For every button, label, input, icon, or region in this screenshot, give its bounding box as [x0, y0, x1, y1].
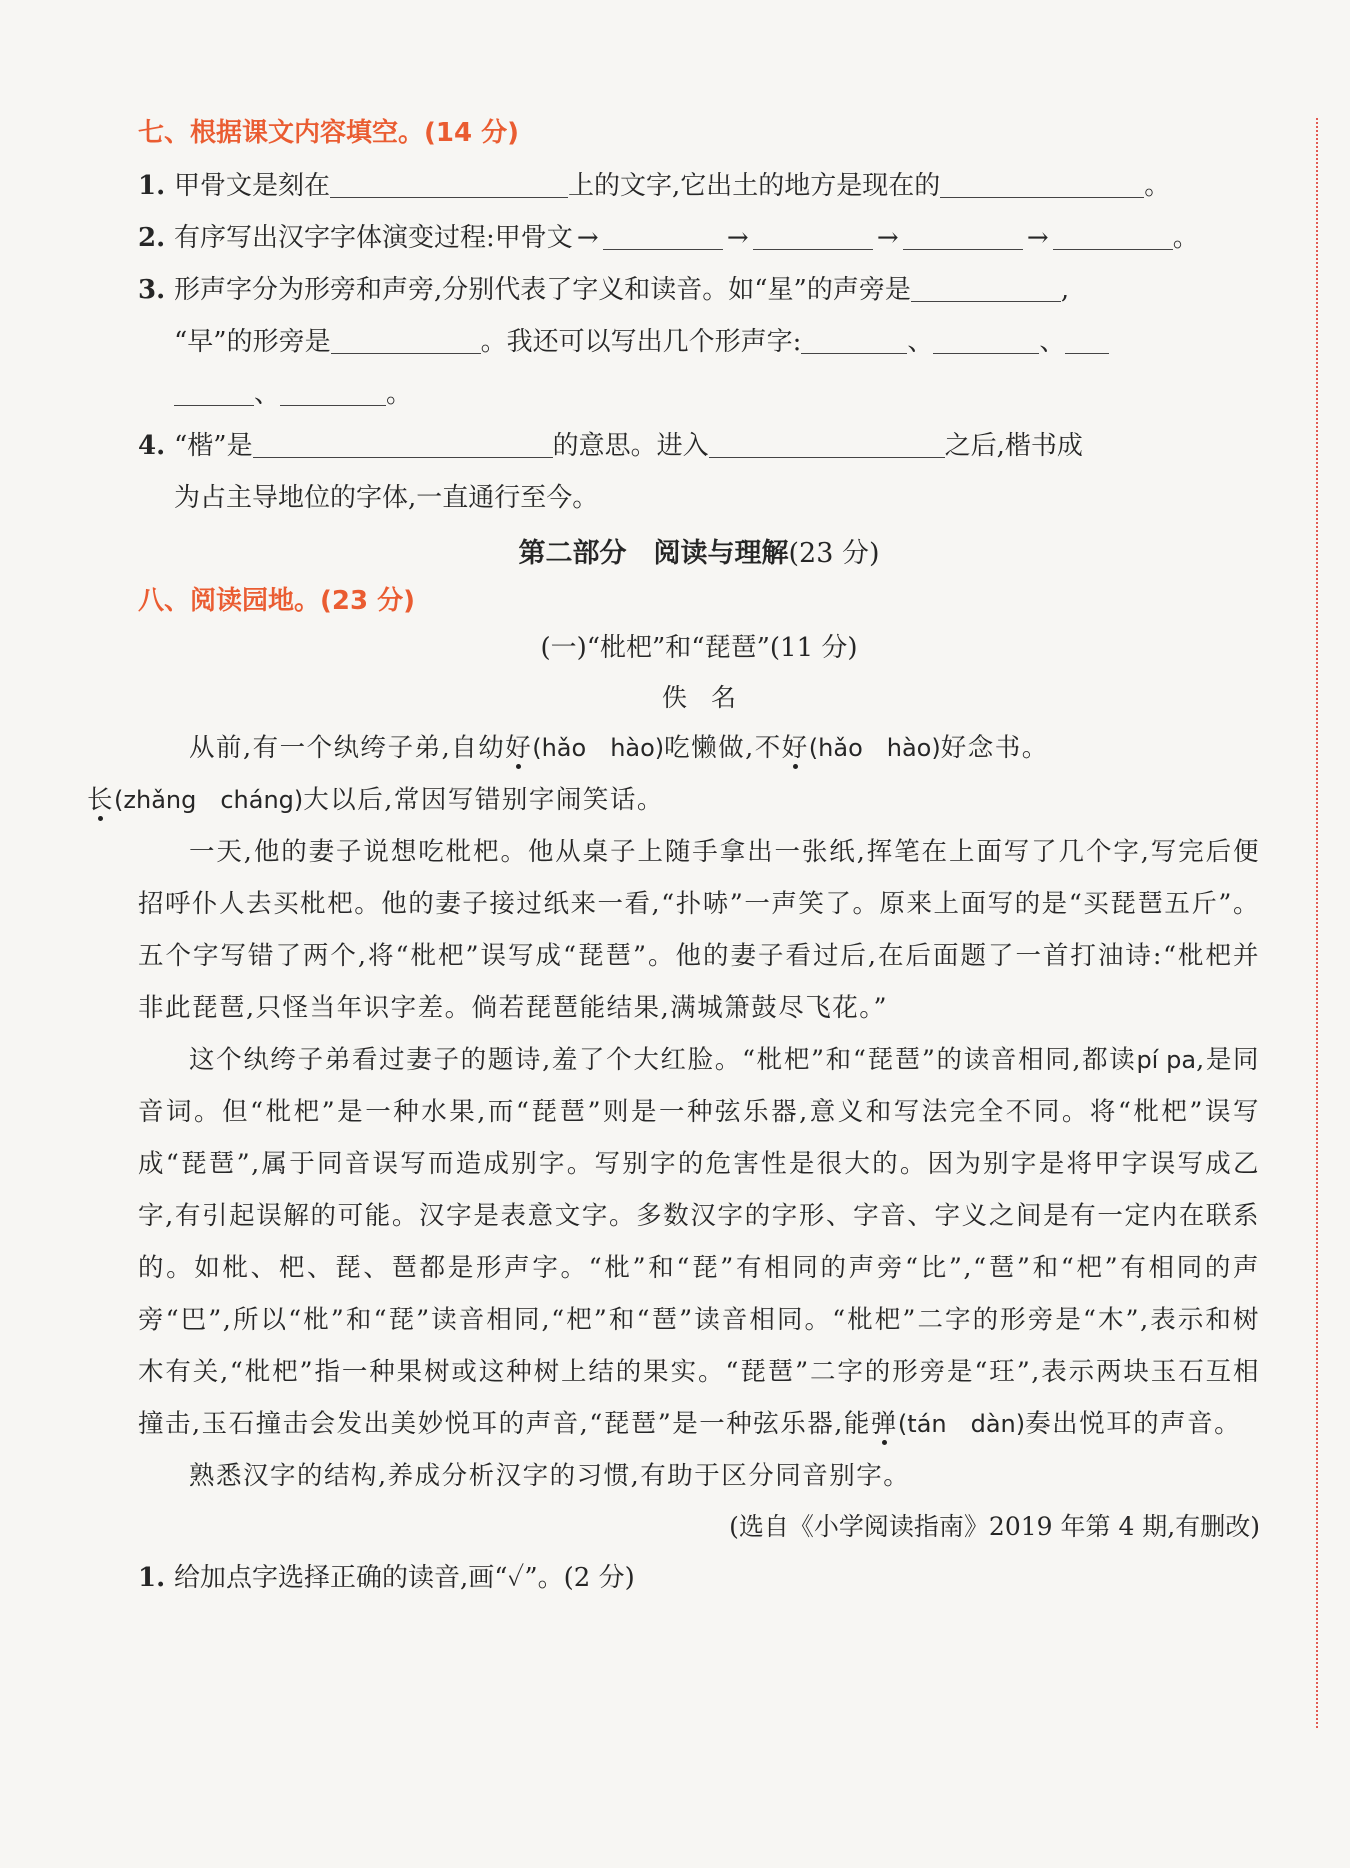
passage-paragraph-3 [138, 1034, 1260, 1450]
s7-question-1 [138, 160, 1260, 212]
s7-question-3 [138, 264, 1260, 316]
answer-blank[interactable] [1053, 219, 1173, 250]
q-sep: 、 [907, 327, 934, 357]
q-number: 3. [138, 275, 166, 305]
q-sep: 、 [254, 379, 281, 409]
passage-paragraph-1 [87, 722, 1260, 826]
answer-blank[interactable] [801, 323, 907, 354]
answer-blank[interactable] [603, 219, 723, 250]
q-text: , [1060, 275, 1070, 305]
pinyin-options: (hǎo hào) [808, 734, 941, 762]
pinyin-options: (tán dàn) [897, 1410, 1026, 1438]
passage-author: 佚名 [661, 683, 760, 712]
text-run: 从前,有一个纨绔子弟,自幼 [189, 733, 506, 763]
q-text: 。 [1144, 171, 1171, 201]
answer-blank[interactable] [903, 219, 1023, 250]
q-text: 有序写出汉字字体演变过程:甲骨文 [174, 223, 573, 253]
passage-score: (11 分) [769, 633, 858, 663]
s7-question-4-cont [138, 472, 1260, 524]
answer-blank[interactable] [331, 323, 481, 354]
text-run: 大以后,常因写错别字闹笑话。 [303, 785, 664, 815]
text-run: ,是同音词。但“枇杷”是一种水果,而“琵琶”则是一种弦乐器,意义和写法完全不同。将“枇杷”误写成“琵琶”,属于同音误写而造成别字。写别字的危害性是很大的。因为别字是将甲字误写成乙字,有引起误解的可能。汉字是表意文字。多数汉字的字形、字音、字义之间是有一定内在联系的。如枇、杷、琵、琶都是形声字。“枇”和“琵”有相同的声旁“比”,“琶”和“杷”有相同的声旁“巴”,所以“枇”和“琵”读音相同,“杷”和“琶”读音相同。“枇杷”二字的形旁是“木”,表示和树木有关,“枇杷”指一种果树或这种树上结的果实。“琵琶”二字的形旁是“玨”,表示两块玉石互相撞击,玉石撞击会发出美妙悦耳的声音,“琵琶”是一种弦乐器,能 [138, 1045, 1261, 1439]
arrow-icon: → [1026, 223, 1049, 253]
answer-blank[interactable] [933, 323, 1039, 354]
passage-title [138, 622, 1260, 674]
q-text: 。我还可以写出几个形声字: [480, 327, 802, 357]
q-number: 1. [138, 171, 166, 201]
q-text: 上的文字,它出土的地方是现在的 [568, 171, 941, 201]
q-text: 。 [1172, 223, 1199, 253]
dotted-char: 长 [87, 785, 115, 815]
dotted-char: 好 [505, 733, 533, 763]
passage-body [87, 722, 1261, 1502]
text-run: 吃懒做,不 [664, 733, 782, 763]
part-title-text: 第二部分 阅读与理解 [518, 538, 789, 569]
q-number: 4. [138, 431, 166, 461]
q-sep: 、 [1039, 327, 1066, 357]
q-text: “早”的形旁是 [174, 327, 331, 357]
answer-blank[interactable] [330, 167, 568, 198]
s7-question-4 [138, 420, 1260, 472]
q-text: 形声字分为形旁和声旁,分别代表了字义和读音。如“星”的声旁是 [174, 275, 911, 305]
q-number: 2. [138, 223, 166, 253]
worksheet-content [87, 112, 1261, 1604]
dotted-char: 好 [781, 733, 809, 763]
answer-blank[interactable] [753, 219, 873, 250]
passage-source: (选自《小学阅读指南》2019 年第 4 期,有删改) [729, 1512, 1260, 1541]
answer-blank[interactable] [1065, 323, 1109, 354]
pinyin-options: (hǎo hào) [532, 734, 665, 762]
answer-blank[interactable] [940, 167, 1144, 198]
arrow-icon: → [576, 223, 599, 253]
passage-title-text: (一)“枇杷”和“琵琶” [540, 633, 770, 663]
answer-blank[interactable] [709, 427, 945, 458]
q-text: 甲骨文是刻在 [174, 171, 331, 201]
margin-dotted-line [1316, 118, 1318, 1728]
q-text: 。 [386, 379, 413, 409]
s7-question-3-cont [138, 316, 1260, 368]
q-text: “楷”是 [174, 431, 253, 461]
text-run: 好念书。 [940, 733, 1049, 763]
part-score: (23 分) [788, 538, 880, 569]
arrow-icon: → [876, 223, 899, 253]
answer-blank[interactable] [174, 375, 254, 406]
text-run: 这个纨绔子弟看过妻子的题诗,羞了个大红脸。“枇杷”和“琵琶”的读音相同,都读 [189, 1045, 1137, 1075]
part-2-title [138, 528, 1260, 580]
section-8-heading: 八、阅读园地。(23 分) [138, 586, 415, 616]
dotted-char: 弹 [870, 1409, 898, 1439]
section-7-heading: 七、根据课文内容填空。(14 分) [138, 118, 519, 148]
passage-paragraph-2: 一天,他的妻子说想吃枇杷。他从桌子上随手拿出一张纸,挥笔在上面写了几个字,写完后便招呼仆人去买枇杷。他的妻子接过纸来一看,“扑哧”一声笑了。原来上面写的是“买琵琶五斤”。五个字写错了两个,将“枇杷”误写成“琵琶”。他的妻子看过后,在后面题了一首打油诗:“枇杷并非此琵琶,只怪当年识字差。倘若琵琶能结果,满城箫鼓尽飞花。” [138, 837, 1260, 1023]
q-text: 的意思。进入 [552, 431, 709, 461]
answer-blank[interactable] [911, 271, 1061, 302]
answer-blank[interactable] [280, 375, 386, 406]
text-run: 奏出悦耳的声音。 [1025, 1409, 1242, 1439]
s7-question-2 [138, 212, 1260, 264]
arrow-icon: → [726, 223, 749, 253]
pinyin-text: pí pa [1136, 1046, 1197, 1074]
q-text: 为占主导地位的字体,一直通行至今。 [174, 483, 599, 513]
s7-question-3-cont2 [138, 368, 1260, 420]
answer-blank[interactable] [253, 427, 553, 458]
passage-paragraph-4: 熟悉汉字的结构,养成分析汉字的习惯,有助于区分同音别字。 [189, 1461, 911, 1491]
reading-question-1 [138, 1552, 1260, 1604]
pinyin-options: (zhǎng cháng) [114, 786, 304, 814]
q-text: 之后,楷书成 [944, 431, 1083, 461]
q-text: 给加点字选择正确的读音,画“✓”。(2 分) [174, 1563, 635, 1593]
q-number: 1. [138, 1563, 166, 1593]
